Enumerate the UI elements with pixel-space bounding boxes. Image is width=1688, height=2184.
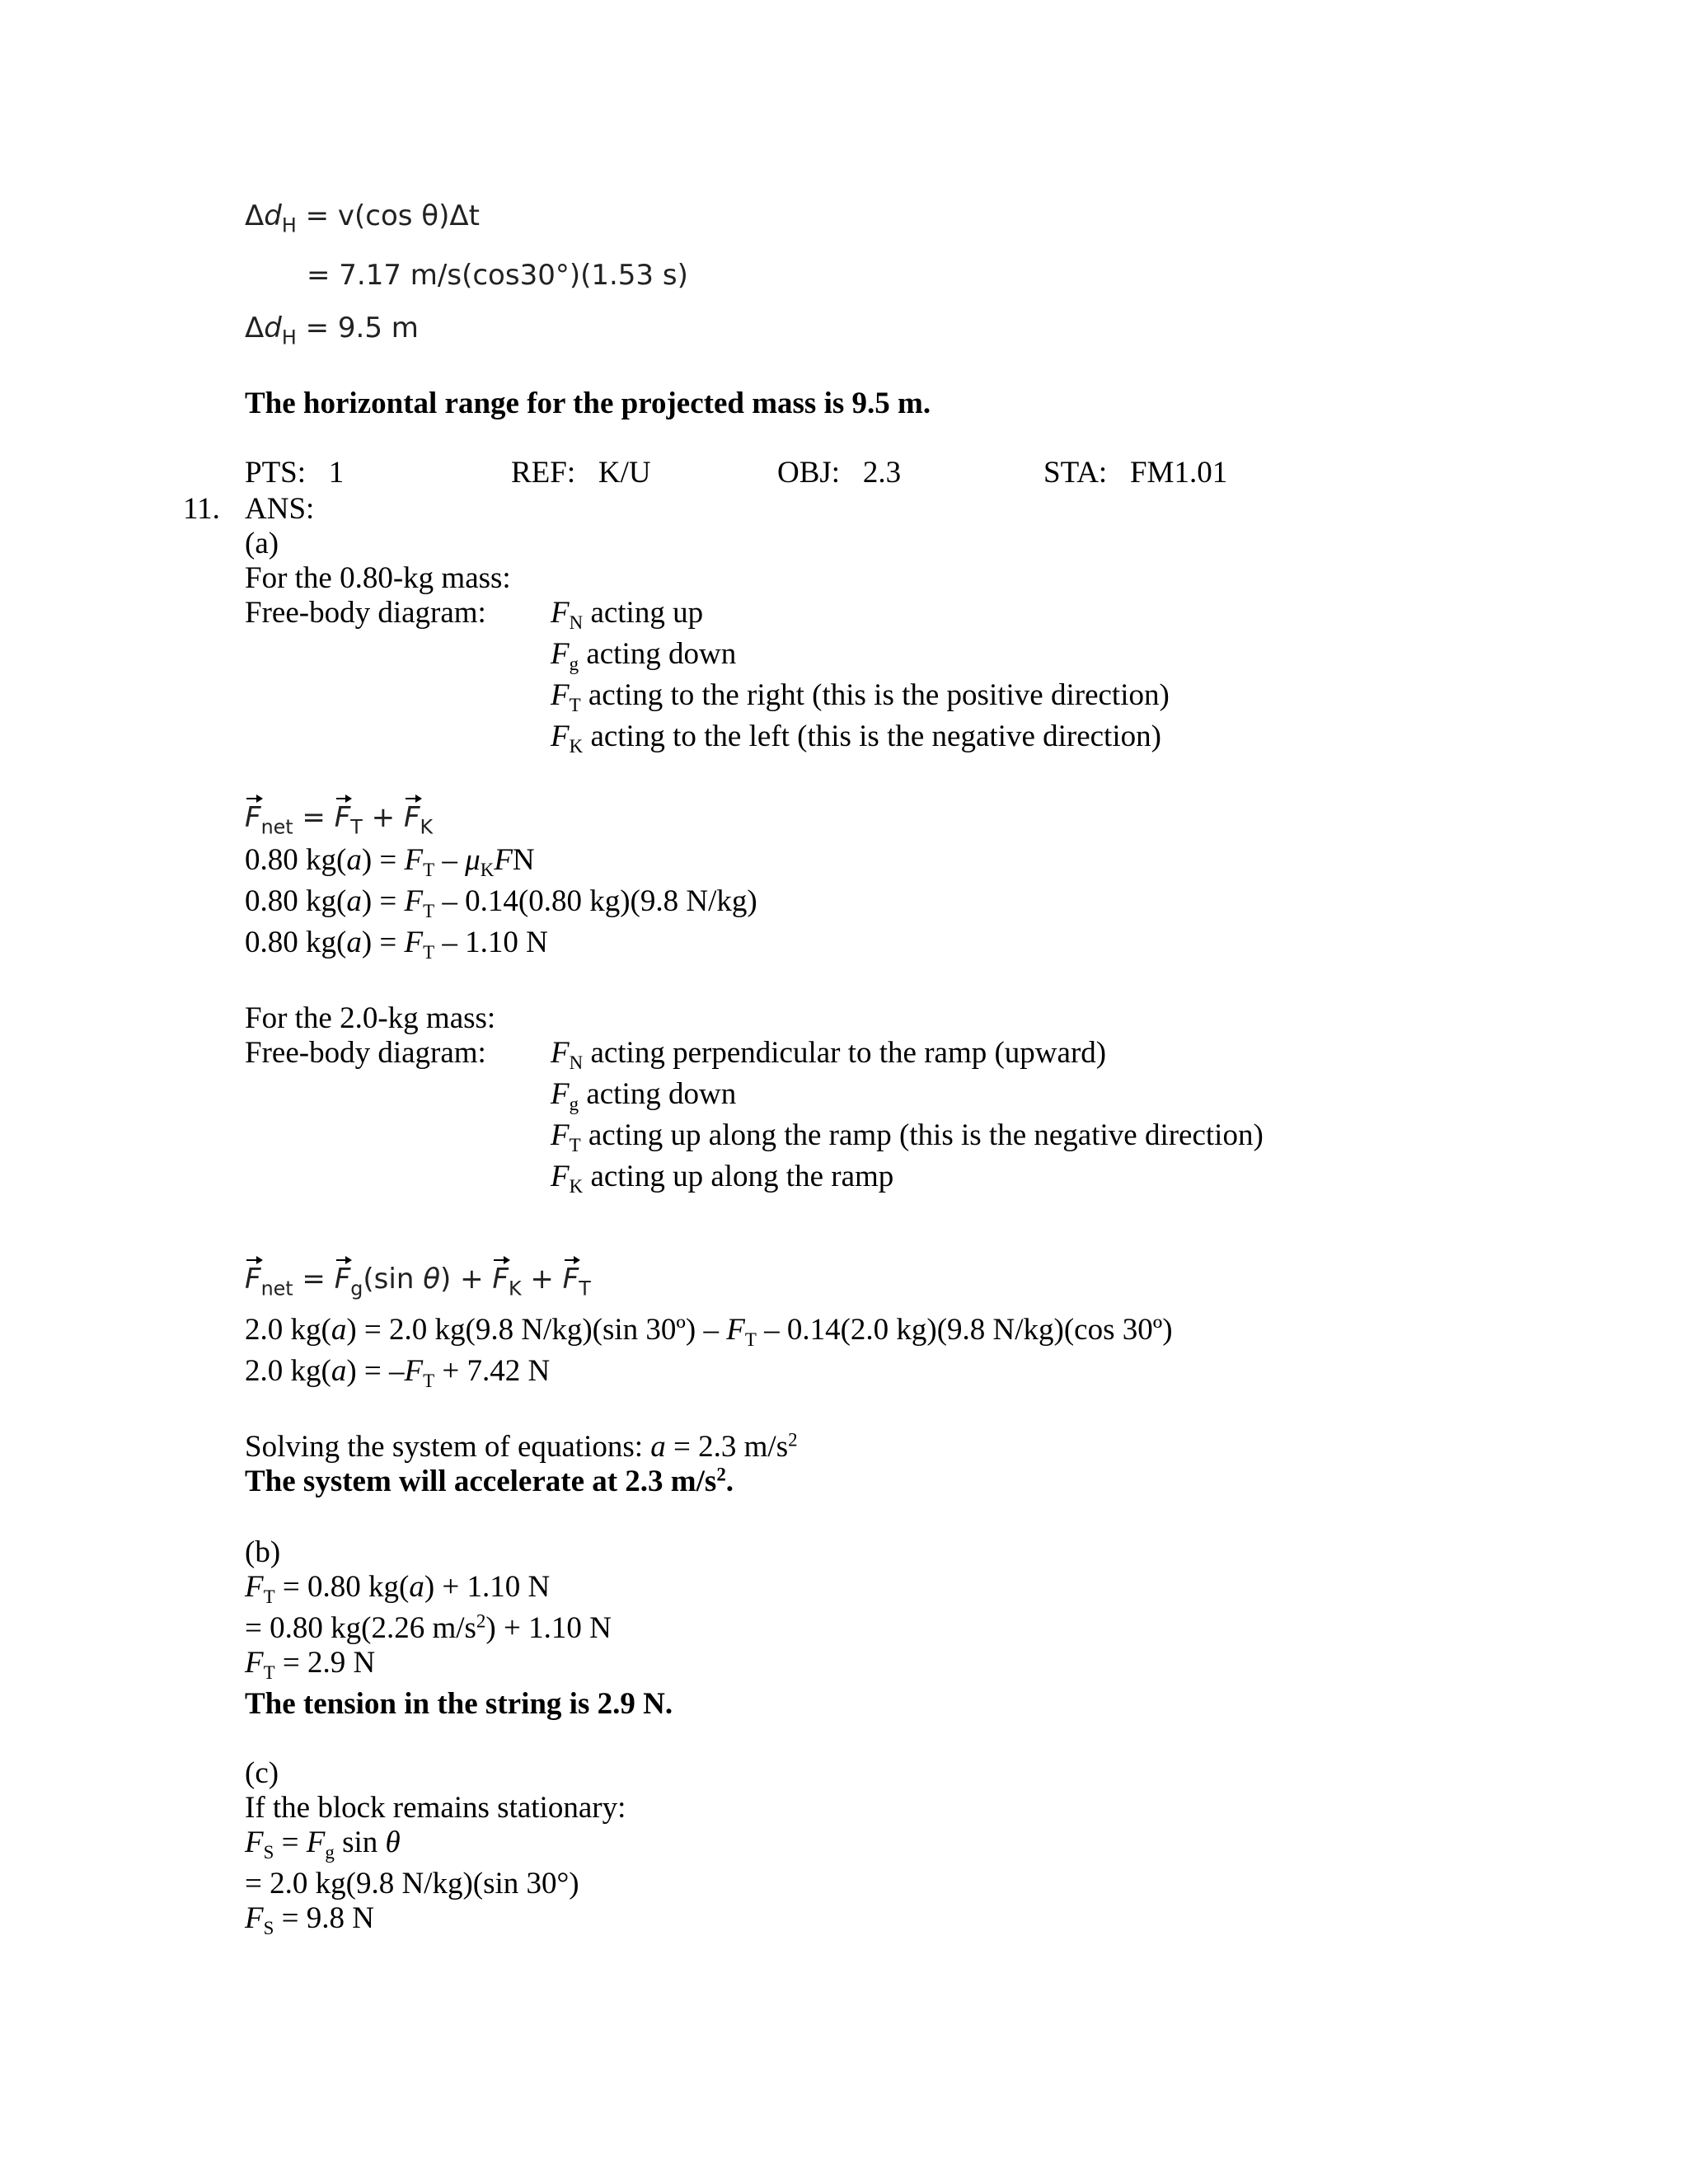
range-eq-3-rest: = 9.5 m xyxy=(305,312,419,344)
range-eq-line-1: $\Delta d_H = v(\cos$ θ)Δt xyxy=(245,199,480,237)
part-a-label: (a) xyxy=(245,527,279,560)
fbd1-label: Free-body diagram: xyxy=(245,596,486,630)
net-force-eq-2: $F_{net} = F_g(\sin$ $\theta) + F_K + F_T$ xyxy=(245,1263,591,1301)
range-eq-line-3: $\Delta d_H = 9.5$ m xyxy=(245,312,419,349)
range-eq-1-rest: = v(cos θ)Δt xyxy=(305,199,480,232)
mass2-eq-2: 2.0 $kg(a) = -F_T + 7.42$ N xyxy=(245,1354,551,1392)
acceleration-conclusion: The system will accelerate at 2.3 $m/s^2$. xyxy=(245,1464,734,1498)
fbd2-item-tension: $F_T$ acting up along the ramp (this is the negative direction) xyxy=(551,1118,1264,1156)
part-b-label: (b) xyxy=(245,1535,281,1569)
fbd1-item-normal: $F_N$ acting up xyxy=(551,596,704,634)
net-force-eq-1: $F_{net} = F_T + F_K$ xyxy=(245,801,434,839)
fbd2-item-normal: $F_N$ acting perpendicular to the ramp (upward) xyxy=(551,1036,1107,1074)
ref-field: REF: K/U xyxy=(511,456,651,490)
question-number: 11. xyxy=(183,492,220,526)
answer-label: ANS: xyxy=(245,492,315,526)
static-friction-eq-1: $F_S = F_g$ sin θ xyxy=(245,1825,401,1863)
static-friction-eq-2: = 2.0 kg(9.8 N/kg)(sin 30°) xyxy=(245,1867,579,1900)
range-eq-2-text: = 7.17 m/s(cos30°)(1.53 s) xyxy=(307,259,688,292)
obj-field: OBJ: 2.3 xyxy=(777,456,902,490)
mass2-header: For the 2.0-kg mass: xyxy=(245,1001,496,1035)
tension-eq-2: = 0.80 kg(2.26 $m/s^2) + 1.10$ N xyxy=(245,1610,612,1645)
range-eq-line-2 xyxy=(307,257,688,293)
stationary-intro: If the block remains stationary: xyxy=(245,1791,626,1825)
fbd1-item-gravity: $F_g$ acting down xyxy=(551,637,737,675)
solving-line: Solving the system of equations: a = 2.3 $m/s^2$ xyxy=(245,1429,798,1464)
fbd1-item-friction: $F_K$ acting to the left (this is the negative direction) xyxy=(551,719,1161,757)
fbd2-label: Free-body diagram: xyxy=(245,1036,486,1070)
mass1-header: For the 0.80-kg mass: xyxy=(245,561,511,595)
pts-field: PTS: 1 xyxy=(245,456,345,490)
mass1-eq-2: 0.80 $kg(a) = F_T - 0.14(0.80$ kg)(9.8 N/kg) xyxy=(245,884,757,922)
fbd2-item-gravity: $F_g$ acting down xyxy=(551,1077,737,1115)
mass1-eq-3: 0.80 $kg(a) = F_T - 1.10$ N xyxy=(245,926,548,963)
tension-eq-1: $F_T = 0.80$ kg(a) + 1.10 N xyxy=(245,1570,551,1608)
range-conclusion: The horizontal range for the projected mass is 9.5 m. xyxy=(245,387,931,420)
mass1-eq-1: 0.80 $kg(a) = F_T - \mu_KFN$ xyxy=(245,843,535,881)
part-c-label: (c) xyxy=(245,1756,279,1790)
fbd2-item-friction: $F_K$ acting up along the ramp xyxy=(551,1160,894,1197)
tension-conclusion: The tension in the string is 2.9 N. xyxy=(245,1687,673,1721)
mass2-eq-1: 2.0 kg(a) = 2.0 kg(9.8 N/kg)(sin 30º) – $F_T - 0.14(2.0$ kg)(9.8 N/kg)(cos 30º) xyxy=(245,1313,1173,1351)
fbd1-item-tension: $F_T$ acting to the right (this is the positive direction) xyxy=(551,678,1170,716)
tension-eq-3: $F_T = 2.9$ N xyxy=(245,1646,376,1684)
static-friction-eq-3: $F_S = 9.8$ N xyxy=(245,1901,374,1939)
sta-field: STA: FM1.01 xyxy=(1043,456,1228,490)
